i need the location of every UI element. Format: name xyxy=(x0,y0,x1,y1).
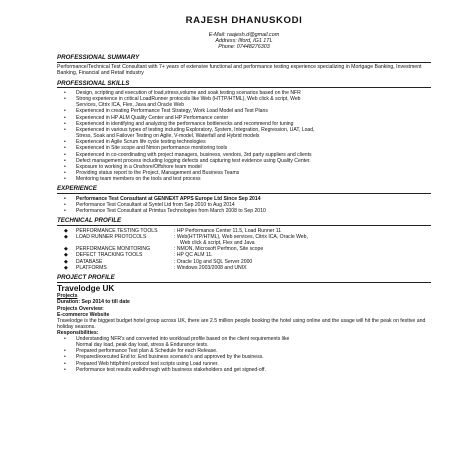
table-row: ◆ PLATFORMS : Windows 2003/2008 and UNIX xyxy=(57,265,370,271)
bullet-icon: • xyxy=(64,157,66,164)
list-item: • Experienced in Site scope and Nmon performance monitoring tools xyxy=(64,145,228,152)
list-item: • Experienced in creating Performance Test Strategy, Work Load Model and Test Plans xyxy=(64,108,268,115)
experience-heading: EXPERIENCE xyxy=(57,186,431,194)
list-item: • Strong experience in critical LoadRunner protocols like Web (HTTP/HTML), Web click & script, Web xyxy=(64,96,301,103)
candidate-name: RAJESH DHANUSKODI xyxy=(185,15,303,26)
responsibilities-list xyxy=(57,336,431,373)
bullet-icon: • xyxy=(64,163,66,170)
project-title: Travelodge UK xyxy=(57,284,115,294)
table-row: Web click & script, Flex and Java xyxy=(180,240,255,247)
contact-block xyxy=(57,32,431,51)
bullet-icon: • xyxy=(64,360,66,367)
list-item: • Design, scripting and execution of load,stress,volume and soak testing scenarios based on the NFR xyxy=(64,89,301,96)
bullet-icon: • xyxy=(64,139,66,146)
technical-table xyxy=(57,228,370,271)
table-row: ◆ DEFECT TRACKING TOOLS : HP QC ALM 11. xyxy=(57,252,370,258)
list-item: • Prepared/executed End to: End business scenario's and approved by the business. xyxy=(64,354,264,361)
diamond-icon: ◆ xyxy=(64,227,68,234)
bullet-icon: • xyxy=(64,145,66,152)
list-item: • Providing status report to the Project, Management and Business Teams xyxy=(64,170,240,177)
diamond-icon: ◆ xyxy=(64,264,68,271)
bullet-icon: • xyxy=(64,126,66,133)
project-duration: Duration: Sep 2014 to till date xyxy=(57,299,130,306)
list-item: • Prepared Web http/html protocol test scripts using Load runner. xyxy=(64,360,219,367)
experience-list xyxy=(57,196,431,214)
bullet-icon: • xyxy=(64,96,66,103)
diamond-icon: ◆ xyxy=(64,258,68,265)
list-item: • Defect management process including logging defects and capturing test evidence using Quality Center. xyxy=(64,157,311,164)
bullet-icon: • xyxy=(64,201,66,208)
bullet-icon: • xyxy=(64,336,66,342)
bullet-icon: • xyxy=(64,176,66,183)
projects-label: Projects xyxy=(57,293,78,300)
diamond-icon: ◆ xyxy=(64,233,68,240)
list-item: Services, Citrix ICA, Flex, Java and Oracle Web xyxy=(76,102,185,109)
bullet-icon: • xyxy=(64,151,66,158)
bullet-icon: • xyxy=(64,170,66,177)
list-item: • Performance Test Consultant at Primtus Technologies from March 2008 to Sep 2010 xyxy=(64,208,266,215)
table-row: ◆ PERFORMANCE MONITORING : NMON, Microsoft Perfmon, Site scope xyxy=(57,246,370,252)
bullet-icon: • xyxy=(64,366,66,373)
bullet-icon: • xyxy=(64,89,66,96)
list-item: Normal day load, peak day load, stress & Endurance tests. xyxy=(76,342,209,349)
email-text: E-Mail: raajesh.d@gmail.com xyxy=(208,32,280,38)
list-item: • Experienced in Agile Scrum life cycle testing technologies xyxy=(64,139,206,146)
list-item: • Mentoring team members on the tools and test process xyxy=(64,176,201,183)
bullet-icon: • xyxy=(64,195,66,202)
list-item: • Experienced in co-coordinating with project managers, business, vendors, 3rd party suppliers and clients xyxy=(64,151,312,158)
list-item: • Exposure to working in a Onshore/Offshore team model xyxy=(64,163,202,170)
website-label: E-commerce Website xyxy=(57,311,110,318)
projects-overview-label: Projects Overview: xyxy=(57,305,104,312)
list-item: • Experienced in identifying and analyzing the performance bottlenecks and recommend for tuning xyxy=(64,120,294,127)
bullet-icon: • xyxy=(64,120,66,127)
project-heading: PROJECT PROFILE xyxy=(57,275,431,283)
summary-heading: PROFESSIONAL SUMMARY xyxy=(57,55,431,63)
list-item: • Performance Test Consultant at Syntel Ltd from Sep 2010 to Aug 2014 xyxy=(64,201,235,208)
bullet-icon: • xyxy=(64,208,66,215)
responsibilities-label: Responsibilities: xyxy=(57,329,99,336)
technical-heading: TECHNICAL PROFILE xyxy=(57,218,431,226)
list-item: • Experienced in HP ALM Quality Center and HP Performance center xyxy=(64,114,229,121)
list-item: • Understanding NFR's and converted into workload profile based on the client requirements like xyxy=(64,336,290,342)
bullet-icon: • xyxy=(64,114,66,121)
address-text: Address: Ilford, IG1 1TL xyxy=(215,38,273,45)
summary-text: Performance/Technical Test Consultant with 7+ years of extensive functional and performance testing experience specializing in Mortgage Banking, Investment Banking, Financial and Retail industry xyxy=(57,64,422,77)
phone-text: Phone: 07448276303 xyxy=(218,44,270,51)
diamond-icon: ◆ xyxy=(64,252,68,259)
skills-list xyxy=(57,90,431,182)
table-row: ◆ DATABASE : Oracle 10g and SQL Server 2000 xyxy=(57,259,370,265)
overview-text: Travelodge is the biggest budget hotel group across UK, there are 2.5 million people booking the hotel using online and the usage will hit the peak on festive and holiday seasons. xyxy=(57,317,426,330)
list-item: • Performance test results walkthrough with business stakeholders and get signed-off. xyxy=(64,366,266,373)
list-item: • Performance Test Consultant at GENNEXT APPS Europe Ltd Since Sep 2014 xyxy=(64,195,261,202)
list-item: Stress, Soak and Failover Testing on Agile, V-model, Waterfall and Hybrid models xyxy=(76,133,260,140)
bullet-icon: • xyxy=(64,354,66,361)
table-row: ◆ LOAD RUNNER PROTOCOLS : Web(HTTP/HTML), Web services, Citrix ICA, Oracle Web, xyxy=(57,234,370,240)
list-item: • Experienced in various types of testing including Exploratory, System, Integration, Regression, UAT, Load, xyxy=(64,126,315,133)
bullet-icon: • xyxy=(64,348,66,355)
list-item: • Prepared performance Test plan & Schedule for each Release. xyxy=(64,348,218,355)
table-row: ◆ PERFORMANCE TESTING TOOLS : HP Performance Center 11.5, Load Runner 11 xyxy=(57,228,370,234)
diamond-icon: ◆ xyxy=(64,246,68,253)
bullet-icon: • xyxy=(64,108,66,115)
skills-heading: PROFESSIONAL SKILLS xyxy=(57,81,431,89)
